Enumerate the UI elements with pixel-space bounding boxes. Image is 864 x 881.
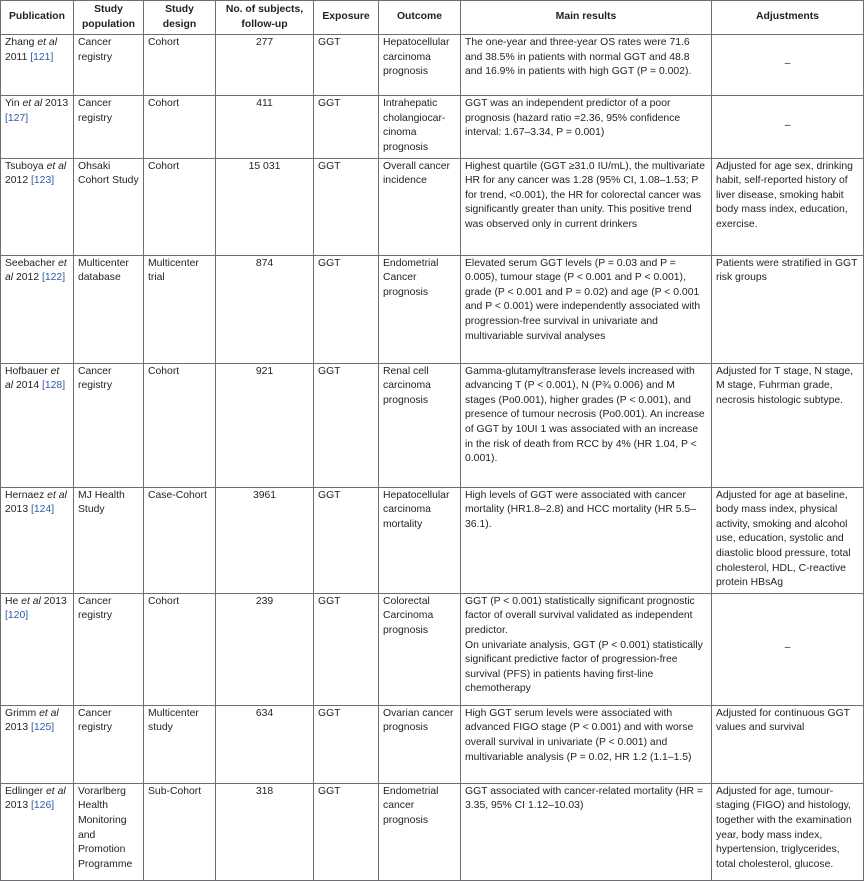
publication-year: 2014 xyxy=(13,380,42,392)
exposure: GGT xyxy=(314,487,379,593)
main-results-cell xyxy=(461,593,712,705)
header-study-population: Study population xyxy=(74,1,144,35)
table-row xyxy=(1,593,864,705)
publication-year: 2013 xyxy=(5,722,32,734)
author-name: Seebacher xyxy=(5,257,59,269)
author-name: Hofbauer xyxy=(5,365,51,377)
author-name: Edlinger xyxy=(5,785,47,797)
adjustments: Adjusted for age at baseline, body mass index, physical activity, smoking and alcohol use, education, systolic and diastolic blood pressure, total cholesterol, HDL, C-reactive protein HBsAg xyxy=(712,487,864,593)
outcome: Renal cell carcinoma prognosis xyxy=(379,363,461,487)
et-al: et al xyxy=(21,595,41,607)
publication-year: 2011 xyxy=(5,51,31,63)
header-subjects: No. of subjects, follow-up xyxy=(216,1,314,35)
publication-year: 2013 xyxy=(5,504,32,516)
main-results: GGT was an independent predictor of a poor prognosis (hazard ratio =2.36, 95% confidence interval: 1.67–3.34, P = 0.001) xyxy=(461,96,712,158)
et-al: et al xyxy=(46,160,67,172)
exposure: GGT xyxy=(314,593,379,705)
author-name: Hernaez xyxy=(5,489,48,501)
main-results-continued: On univariate analysis, GGT (P < 0.001) statistically significant predictive factor of progression-free survival (PFS) in patients having first-line chemotherapy xyxy=(465,639,703,695)
reference-link[interactable]: [125] xyxy=(31,722,55,734)
reference-link[interactable]: [124] xyxy=(31,504,55,516)
main-results: High levels of GGT were associated with cancer mortality (HR1.8–2.8) and HCC mortality (HR 5.5–36.1). xyxy=(461,487,712,593)
outcome: Endometrial cancer prognosis xyxy=(379,783,461,880)
exposure: GGT xyxy=(314,783,379,880)
study-design: Cohort xyxy=(144,593,216,705)
study-population: Cancer registry xyxy=(74,35,144,96)
subject-count: 15 031 xyxy=(216,158,314,255)
header-adjustments: Adjustments xyxy=(712,1,864,35)
main-results: GGT (P < 0.001) statistically significant prognostic factor of overall survival validated as independent predictor. xyxy=(465,595,695,636)
study-design: Cohort xyxy=(144,363,216,487)
header-row xyxy=(1,1,864,35)
reference-link[interactable]: [123] xyxy=(31,175,55,187)
outcome: Colorectal Carcinoma prognosis xyxy=(379,593,461,705)
publication-year: 2013 xyxy=(5,800,32,812)
study-population: Multicenter database xyxy=(74,255,144,363)
subject-count: 277 xyxy=(216,35,314,96)
study-design: Cohort xyxy=(144,96,216,158)
subject-count: 239 xyxy=(216,593,314,705)
reference-link[interactable]: [127] xyxy=(5,112,29,124)
publication-cell xyxy=(1,783,74,880)
study-population: Vorarlberg Health Monitoring and Promotion Programme xyxy=(74,783,144,880)
subject-count: 874 xyxy=(216,255,314,363)
outcome: Overall cancer incidence xyxy=(379,158,461,255)
table-row xyxy=(1,487,864,593)
study-population: Cancer registry xyxy=(74,96,144,158)
table-row xyxy=(1,96,864,158)
main-results: Gamma-glutamyltransferase levels increased with advancing T (P < 0.001), N (P¾ 0.006) and M stages (Po0.001), higher grades (P < 0.001), and presence of tumour necrosis (Po0.001). An increase of GGT by 10UI 1 was associated with an increase in the risk of death from RCC by 4% (HR 1.04, P < 0.001). xyxy=(461,363,712,487)
subject-count: 921 xyxy=(216,363,314,487)
study-population: MJ Health Study xyxy=(74,487,144,593)
outcome: Hepatocellular carcinoma prognosis xyxy=(379,35,461,96)
subject-count: 634 xyxy=(216,705,314,783)
exposure: GGT xyxy=(314,255,379,363)
adjustments: Adjusted for T stage, N stage, M stage, Fuhrman grade, necrosis histologic subtype. xyxy=(712,363,864,487)
main-results: Highest quartile (GGT ≥31.0 IU/mL), the multivariate HR for any cancer was 1.28 (95% CI, 1.08–1.53; P for trend, <0.001), the HR for colorectal cancer was significantly greater than unity. This positive trend was observed only in current drinkers xyxy=(461,158,712,255)
outcome: Intrahepatic cholangiocarcinoma prognosis xyxy=(379,96,461,158)
study-population: Cancer registry xyxy=(74,593,144,705)
study-design: Cohort xyxy=(144,158,216,255)
study-design: Sub-Cohort xyxy=(144,783,216,880)
header-outcome: Outcome xyxy=(379,1,461,35)
adjustments: Adjusted for age, tumour-staging (FIGO) and histology, together with the examination year, body mass index, hypertension, triglycerides, total cholesterol, glucose. xyxy=(712,783,864,880)
et-al: et al xyxy=(5,257,67,284)
study-design: Case-Cohort xyxy=(144,487,216,593)
study-population: Ohsaki Cohort Study xyxy=(74,158,144,255)
author-name: Tsuboya xyxy=(5,160,47,172)
publication-cell xyxy=(1,158,74,255)
header-main-results: Main results xyxy=(461,1,712,35)
adjustments: – xyxy=(712,35,864,96)
outcome: Endometrial Cancer prognosis xyxy=(379,255,461,363)
adjustments: Adjusted for continuous GGT values and survival xyxy=(712,705,864,783)
table-row xyxy=(1,158,864,255)
reference-link[interactable]: [122] xyxy=(41,272,66,284)
et-al: et al xyxy=(5,365,60,392)
exposure: GGT xyxy=(314,705,379,783)
author-name: Grimm xyxy=(5,707,40,719)
subject-count: 411 xyxy=(216,96,314,158)
publication-year: 2012 xyxy=(5,175,32,187)
table-row xyxy=(1,35,864,96)
header-publication: Publication xyxy=(1,1,74,35)
et-al: et al xyxy=(47,489,67,501)
reference-link[interactable]: [121] xyxy=(30,51,54,63)
study-design: Multicenter trial xyxy=(144,255,216,363)
table-row xyxy=(1,255,864,363)
main-results: The one-year and three-year OS rates were 71.6 and 38.5% in patients with normal GGT and 48.8 and 16.9% in patients with high GGT (P = 0.002). xyxy=(461,35,712,96)
publication-cell xyxy=(1,35,74,96)
table-row xyxy=(1,783,864,880)
author-name: Yin xyxy=(5,98,23,110)
et-al: et al xyxy=(22,98,43,110)
publication-cell xyxy=(1,255,74,363)
reference-link[interactable]: [126] xyxy=(31,800,55,812)
reference-link[interactable]: [128] xyxy=(41,380,66,392)
publication-cell xyxy=(1,487,74,593)
publication-cell xyxy=(1,705,74,783)
main-results: GGT associated with cancer-related mortality (HR = 3.35, 95% CI 1.12–10.03) xyxy=(461,783,712,880)
publication-cell xyxy=(1,96,74,158)
main-results: Elevated serum GGT levels (P = 0.03 and P = 0.005), tumour stage (P < 0.001 and P < 0.001), grade (P < 0.001 and P = 0.02) and age (P < 0.001 and P < 0.001) were independently associated with progression-free survival in univariate and multivariable survival analyses xyxy=(461,255,712,363)
study-design: Multicenter study xyxy=(144,705,216,783)
subject-count: 318 xyxy=(216,783,314,880)
author-name: He xyxy=(5,595,22,607)
exposure: GGT xyxy=(314,363,379,487)
reference-link[interactable]: [120] xyxy=(5,610,29,622)
main-results: High GGT serum levels were associated with advanced FIGO stage (P < 0.001) and with worse overall survival in univariate (P < 0.001) and multivariable analysis (P = 0.02, HR 1.2 (1.1–1.5) xyxy=(461,705,712,783)
outcome: Hepatocellular carcinoma mortality xyxy=(379,487,461,593)
adjustments: – xyxy=(712,593,864,705)
publication-year: 2013 xyxy=(40,595,67,607)
publication-cell xyxy=(1,363,74,487)
publication-year: 2013 xyxy=(42,98,69,110)
et-al: et al xyxy=(37,37,57,49)
table-row xyxy=(1,705,864,783)
outcome: Ovarian cancer prognosis xyxy=(379,705,461,783)
study-population: Cancer registry xyxy=(74,363,144,487)
table-row xyxy=(1,363,864,487)
header-exposure: Exposure xyxy=(314,1,379,35)
adjustments: – xyxy=(712,96,864,158)
exposure: GGT xyxy=(314,158,379,255)
et-al: et al xyxy=(39,707,59,719)
study-design: Cohort xyxy=(144,35,216,96)
subject-count: 3961 xyxy=(216,487,314,593)
publication-year: 2012 xyxy=(13,272,42,284)
exposure: GGT xyxy=(314,35,379,96)
adjustments: Adjusted for age sex, drinking habit, self-reported history of liver disease, smoking habit body mass index, education, exercise. xyxy=(712,158,864,255)
header-study-design: Study design xyxy=(144,1,216,35)
author-name: Zhang xyxy=(5,37,38,49)
adjustments: Patients were stratified in GGT risk groups xyxy=(712,255,864,363)
et-al: et al xyxy=(46,785,66,797)
publication-cell xyxy=(1,593,74,705)
study-population: Cancer registry xyxy=(74,705,144,783)
exposure: GGT xyxy=(314,96,379,158)
